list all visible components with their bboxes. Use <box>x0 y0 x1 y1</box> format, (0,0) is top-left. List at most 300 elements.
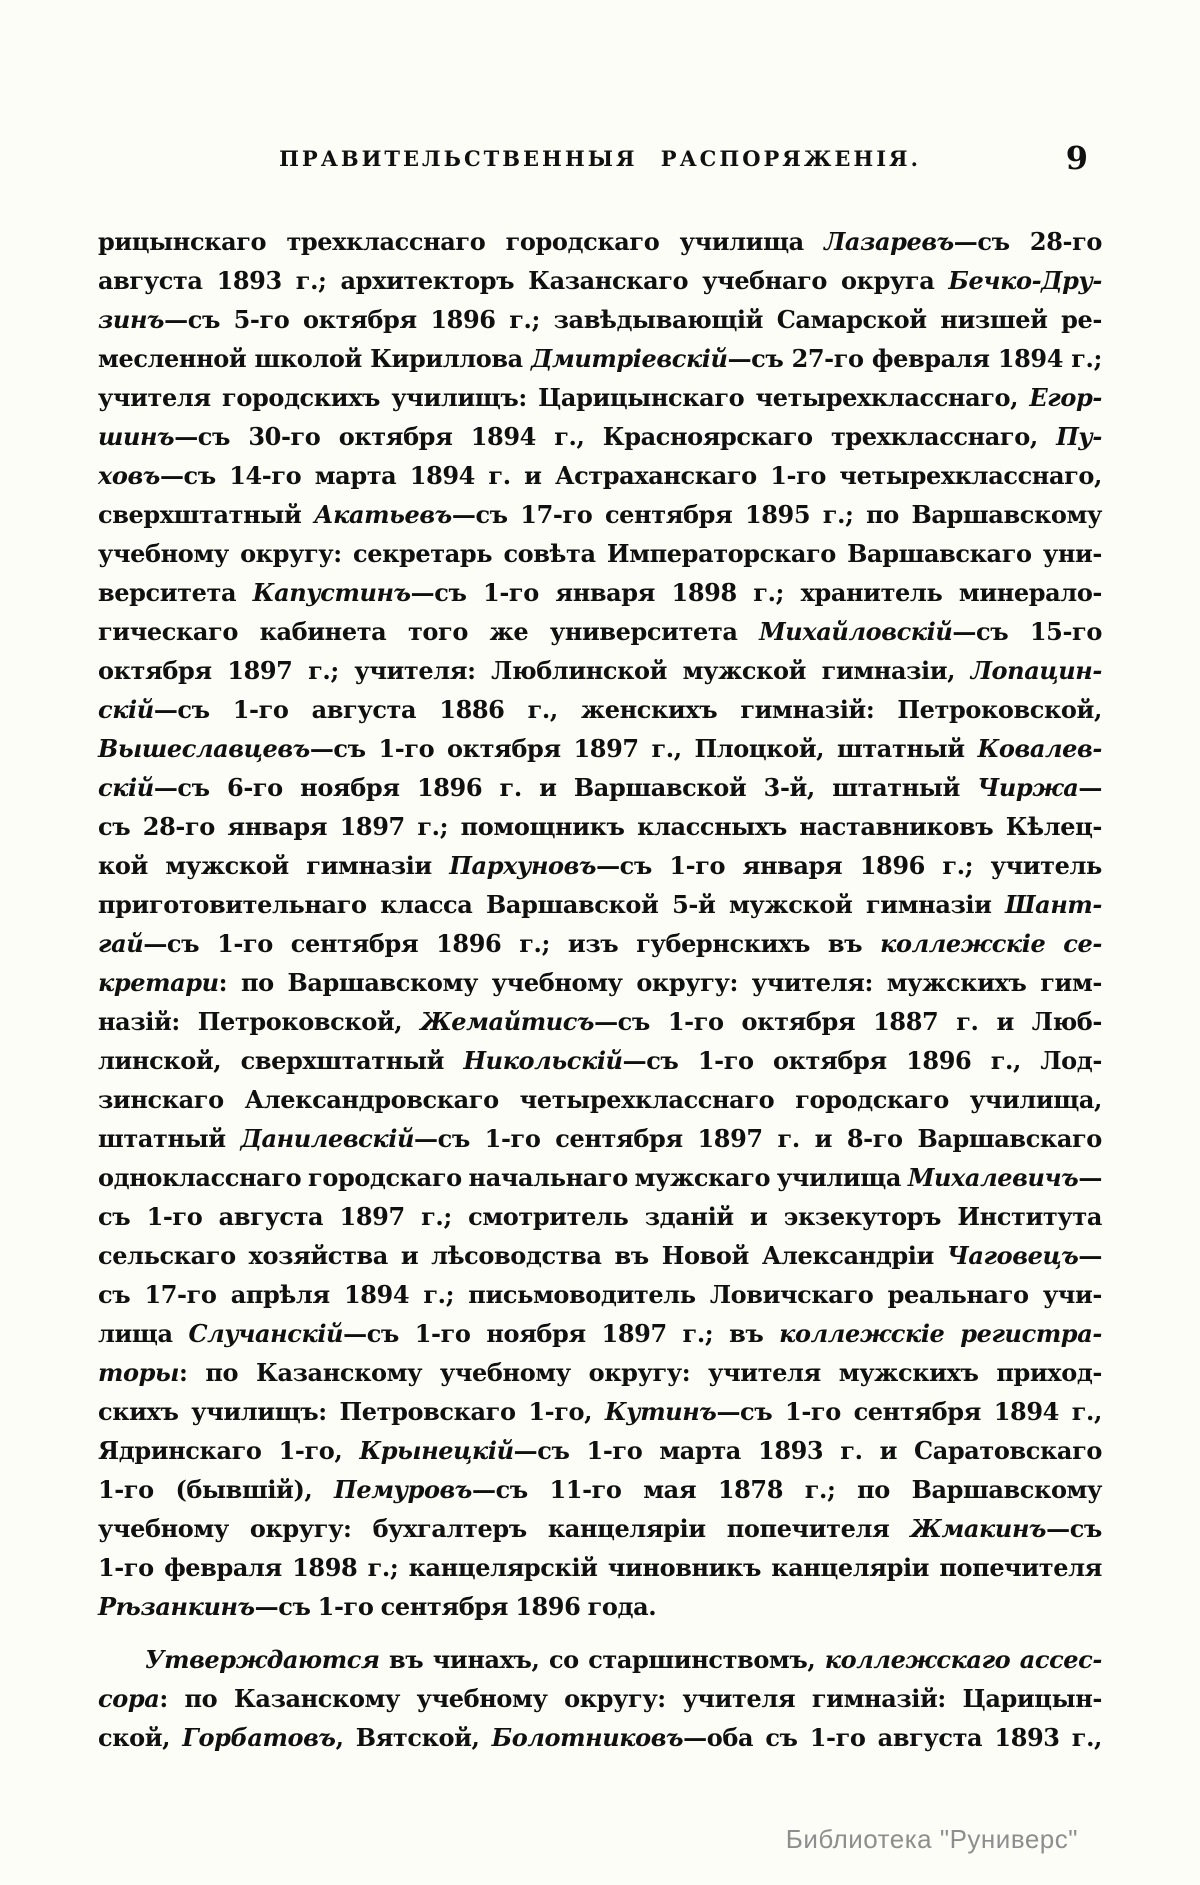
body-text: лища <box>98 1319 173 1348</box>
body-text: года. <box>587 1592 657 1621</box>
word <box>98 261 203 300</box>
word <box>729 885 852 924</box>
body-text: г.; <box>804 1475 836 1504</box>
body-text: начальнаго <box>468 1163 628 1192</box>
body-text: 1-го <box>809 1723 866 1752</box>
word <box>880 924 1045 963</box>
body-text: приход- <box>996 1358 1102 1387</box>
word <box>98 651 212 690</box>
word <box>98 690 210 729</box>
word <box>145 1640 380 1679</box>
word <box>249 1236 388 1275</box>
word <box>637 807 787 846</box>
body-text: г.; <box>753 578 785 607</box>
word <box>292 1548 357 1587</box>
word <box>832 768 960 807</box>
body-text: 1-го <box>317 1592 374 1621</box>
body-text: 27-го <box>791 344 864 373</box>
text-line <box>98 1548 1102 1587</box>
italic-name-text: ховъ <box>98 461 160 490</box>
body-text: Кириллова <box>370 344 523 373</box>
word <box>574 768 746 807</box>
body-text: —съ <box>622 1046 679 1075</box>
body-text: попечителя <box>939 1553 1102 1582</box>
word <box>605 495 732 534</box>
body-text: Люб- <box>1031 1007 1102 1036</box>
italic-name-text: Крынецкій <box>359 1436 514 1465</box>
word <box>771 1548 929 1587</box>
text-line <box>98 807 1102 846</box>
body-text: 8-го <box>846 1124 903 1153</box>
word <box>98 222 266 261</box>
italic-name-text: Данилевскій <box>240 1124 415 1153</box>
body-text: наставниковъ <box>799 812 994 841</box>
word <box>1043 534 1102 573</box>
text-line <box>98 1431 1102 1470</box>
body-text: округу: <box>636 968 738 997</box>
body-text: секретарь <box>352 539 493 568</box>
word <box>773 1041 887 1080</box>
body-text: г.; <box>1071 344 1102 373</box>
word <box>308 651 339 690</box>
word <box>468 1275 695 1314</box>
body-text: г. <box>840 1436 863 1465</box>
word <box>98 885 367 924</box>
word <box>878 1718 983 1757</box>
body-text: мужской <box>165 851 289 880</box>
italic-name-text: Михалевичъ <box>907 1163 1079 1192</box>
word <box>509 300 540 339</box>
body-text: Института <box>957 1202 1102 1231</box>
body-text: городскаго <box>308 1163 462 1192</box>
word <box>659 1431 741 1470</box>
body-text: Варшавскаго <box>847 539 1032 568</box>
body-text: сентября <box>555 1124 683 1153</box>
body-text: въ <box>389 1645 424 1674</box>
body-text: совѣта <box>503 539 596 568</box>
word <box>217 261 282 300</box>
text-line <box>98 1718 1102 1757</box>
word <box>356 1718 480 1757</box>
word <box>605 1392 772 1431</box>
word <box>784 1197 941 1236</box>
word <box>908 1158 1102 1197</box>
word <box>420 1002 650 1041</box>
word <box>574 729 639 768</box>
body-text: 1894 <box>993 1397 1059 1426</box>
word <box>615 1236 649 1275</box>
word <box>488 456 510 495</box>
body-text: по <box>857 1475 890 1504</box>
word <box>344 1275 409 1314</box>
word <box>1056 417 1102 456</box>
italic-name-text: Лазаревъ <box>824 227 954 256</box>
text-line <box>98 924 1102 963</box>
page-number: 9 <box>1065 139 1088 177</box>
body-text: Новой <box>661 1241 749 1270</box>
word <box>636 963 738 1002</box>
word <box>417 807 448 846</box>
word <box>602 1314 667 1353</box>
body-text: чинахъ, <box>432 1645 540 1674</box>
body-text: —съ <box>1046 1514 1102 1543</box>
body-text: округу: <box>564 1684 666 1713</box>
word <box>492 1718 753 1757</box>
body-text: г.; <box>417 812 449 841</box>
text-line <box>98 1158 1102 1197</box>
word <box>587 1431 643 1470</box>
word <box>702 261 827 300</box>
body-text: —оба <box>683 1723 754 1752</box>
word <box>98 1431 262 1470</box>
body-text: ноября <box>300 773 400 802</box>
body-text: 1-го <box>697 1046 754 1075</box>
word <box>683 1314 714 1353</box>
word <box>401 1236 418 1275</box>
body-text: октября <box>773 1046 887 1075</box>
body-text: 1897 <box>601 1319 667 1348</box>
word <box>960 1314 1102 1353</box>
word <box>991 846 1102 885</box>
body-text: Кѣлец- <box>1005 812 1102 841</box>
word <box>1040 963 1102 1002</box>
body-text: 1-го <box>98 1475 154 1504</box>
body-text: чиновникъ <box>607 1553 761 1582</box>
body-text: —съ <box>410 578 467 607</box>
word <box>1006 807 1102 846</box>
word <box>233 690 289 729</box>
body-text: въ <box>614 1241 649 1270</box>
body-text: января <box>742 851 843 880</box>
word <box>824 222 1010 261</box>
word <box>548 1509 706 1548</box>
word <box>408 612 468 651</box>
body-text: 1897 <box>339 812 405 841</box>
word <box>229 456 301 495</box>
word <box>1072 1718 1102 1757</box>
body-text: учитель <box>990 851 1102 880</box>
text-line <box>98 573 1102 612</box>
italic-name-text: торы <box>98 1358 180 1387</box>
word <box>683 651 806 690</box>
body-text: г.; <box>519 929 550 958</box>
body-text: —съ <box>164 305 220 334</box>
body-text: съ <box>98 812 131 841</box>
italic-name-text: Болотниковъ <box>491 1723 684 1752</box>
body-text: г.; <box>295 266 327 295</box>
text-line <box>98 534 1102 573</box>
body-text: 5-й <box>672 890 716 919</box>
word <box>227 807 327 846</box>
word <box>491 651 667 690</box>
body-text: г.; <box>942 851 974 880</box>
word <box>970 1080 1102 1119</box>
body-text: мужской <box>728 890 853 919</box>
word <box>839 1353 979 1392</box>
body-text: канцеляріи <box>547 1514 706 1543</box>
word <box>248 417 320 456</box>
body-text: Казанскому <box>256 1358 423 1387</box>
word <box>777 1158 901 1197</box>
word <box>831 417 1038 456</box>
body-text: 1896 <box>436 929 502 958</box>
body-text: 1-го <box>414 1319 471 1348</box>
word <box>98 1236 236 1275</box>
text-line <box>98 1119 1102 1158</box>
word <box>260 612 387 651</box>
word <box>645 1197 734 1236</box>
body-text: 1-го, <box>528 1397 593 1426</box>
italic-name-text: коллежскаго <box>824 1645 1011 1674</box>
body-text: Ядринскаго <box>98 1436 262 1465</box>
body-text: въ <box>827 929 863 958</box>
word <box>447 729 561 768</box>
document-body <box>98 222 1102 1757</box>
text-line <box>98 1353 1102 1392</box>
body-text: скихъ <box>98 1397 179 1426</box>
word <box>959 573 1102 612</box>
body-text: канцеляріи <box>771 1553 930 1582</box>
body-text: февраля <box>871 344 990 373</box>
body-text: —съ <box>716 1397 773 1426</box>
text-line <box>98 261 1102 300</box>
body-text: 17-го <box>144 1280 217 1309</box>
body-text: Петроковской, <box>197 1007 403 1036</box>
body-text: ноября <box>486 1319 586 1348</box>
body-text: округу: <box>249 1514 352 1543</box>
body-text: 1-го <box>586 1436 643 1465</box>
word <box>354 651 475 690</box>
italic-name-text: Чаговецъ <box>946 1241 1079 1270</box>
word <box>308 1158 462 1197</box>
word <box>340 807 405 846</box>
word <box>98 1197 130 1236</box>
running-header: ПРАВИТЕЛЬСТВЕННЫЯ РАСПОРЯЖЕНІЯ. <box>279 146 921 171</box>
body-text: штатный <box>832 773 960 802</box>
body-text: : <box>218 968 228 997</box>
body-text: учителя <box>98 383 211 412</box>
word <box>188 1314 398 1353</box>
body-text: письмоводитель <box>468 1280 696 1309</box>
word <box>828 924 862 963</box>
body-text: : <box>159 1684 168 1713</box>
word <box>635 1158 770 1197</box>
body-text: октября <box>98 656 212 685</box>
word <box>857 1470 890 1509</box>
word <box>880 1431 897 1470</box>
word <box>98 1718 170 1757</box>
word <box>764 768 815 807</box>
body-text: попечителя <box>726 1514 890 1543</box>
text-line <box>98 963 1102 1002</box>
italic-name-text: Пу- <box>1056 422 1102 451</box>
word <box>98 339 246 378</box>
word <box>531 339 783 378</box>
body-text: гимназіи <box>306 851 432 880</box>
word <box>942 846 973 885</box>
body-text: канцелярскій <box>408 1553 598 1582</box>
word <box>998 339 1063 378</box>
word <box>334 1470 528 1509</box>
word <box>341 261 515 300</box>
word <box>682 1679 795 1718</box>
word <box>339 417 453 456</box>
word <box>182 1718 343 1757</box>
word <box>991 1041 1021 1080</box>
body-text: 28-го <box>1029 227 1102 256</box>
body-text: г.; <box>682 1319 714 1348</box>
word <box>143 807 215 846</box>
word <box>340 1197 405 1236</box>
word <box>977 729 1102 768</box>
text-line <box>98 885 1102 924</box>
word <box>554 300 763 339</box>
body-text: Казанскаго <box>528 266 689 295</box>
body-text: Варшавской <box>573 773 747 802</box>
word <box>708 1353 821 1392</box>
body-text: учителя <box>708 1358 821 1387</box>
body-text: верситета <box>98 578 237 607</box>
text-line <box>98 1679 1102 1718</box>
word <box>306 846 432 885</box>
word <box>815 1119 832 1158</box>
body-text: училища, <box>969 1085 1102 1114</box>
word <box>314 495 508 534</box>
body-text: назій: <box>98 1007 180 1036</box>
italic-name-text: Дмитріевскій <box>531 344 728 373</box>
body-text: ской, <box>98 1723 171 1752</box>
body-text: 14-го <box>229 461 302 490</box>
body-text: и <box>539 773 557 802</box>
word <box>662 1236 749 1275</box>
body-text: месленной <box>98 344 247 373</box>
word <box>528 1392 592 1431</box>
word <box>1071 339 1102 378</box>
body-text: съ <box>98 1280 131 1309</box>
word <box>485 1119 541 1158</box>
word <box>1043 1275 1102 1314</box>
word <box>710 1275 874 1314</box>
body-text: августа <box>218 1202 324 1231</box>
body-text: 1893 <box>216 266 282 295</box>
body-text: января <box>555 578 655 607</box>
word <box>253 573 467 612</box>
body-text: г., <box>1071 1397 1102 1426</box>
word <box>801 573 943 612</box>
word <box>727 1509 890 1548</box>
word <box>291 924 418 963</box>
body-text: 1897 <box>573 734 639 763</box>
italic-name-text: Пемуровъ <box>334 1475 472 1504</box>
body-text: рицынскаго <box>98 227 267 256</box>
italic-name-text: скій <box>98 773 154 802</box>
body-text: Варшавскому <box>911 500 1102 529</box>
word <box>695 729 825 768</box>
body-text: 1-го, <box>278 1436 343 1465</box>
word <box>461 807 625 846</box>
word <box>98 963 227 1002</box>
word <box>607 534 836 573</box>
word <box>98 1041 221 1080</box>
italic-name-text: се- <box>1063 929 1102 958</box>
word <box>765 1718 797 1757</box>
word <box>222 378 380 417</box>
word <box>98 495 301 534</box>
word <box>98 729 366 768</box>
body-text: г. <box>956 1007 979 1036</box>
word <box>439 690 504 729</box>
body-text: апрѣля <box>230 1280 330 1309</box>
word <box>888 1275 1029 1314</box>
word <box>939 1548 1102 1587</box>
body-text: 1-го <box>217 929 273 958</box>
body-text: Варшавской <box>486 890 659 919</box>
body-text: же <box>489 617 529 646</box>
body-text: 1-го <box>146 1202 203 1231</box>
text-line <box>98 1587 1102 1626</box>
text-line <box>98 456 1102 495</box>
word <box>554 417 584 456</box>
word <box>847 534 1031 573</box>
italic-name-text: гай <box>98 929 144 958</box>
word <box>368 1548 399 1587</box>
word <box>164 1548 282 1587</box>
word <box>381 1587 508 1626</box>
word <box>860 846 925 885</box>
text-line <box>98 339 1102 378</box>
word <box>98 300 220 339</box>
body-text: 1897 <box>697 1124 763 1153</box>
body-text: мужскаго <box>634 1163 771 1192</box>
word <box>697 1119 762 1158</box>
word <box>549 1470 621 1509</box>
text-line <box>98 417 1102 456</box>
word <box>539 768 556 807</box>
word <box>1032 1002 1102 1041</box>
body-text: 1896 <box>859 851 925 880</box>
body-text: г., <box>1071 1723 1102 1752</box>
body-text: училища <box>776 1163 902 1192</box>
body-text: —съ <box>952 617 1009 646</box>
body-text: округу: <box>588 1358 691 1387</box>
body-text: Вятской, <box>355 1723 480 1752</box>
word <box>296 261 327 300</box>
italic-name-text: Утверждаются <box>145 1645 380 1674</box>
body-text: сверхштатный <box>98 500 302 529</box>
word <box>872 339 990 378</box>
body-text: 1894 <box>343 1280 410 1309</box>
word <box>241 1041 444 1080</box>
body-text: и <box>814 1124 833 1153</box>
text-line <box>98 495 1102 534</box>
body-text: учи- <box>1042 1280 1102 1309</box>
word <box>98 1353 187 1392</box>
word <box>841 261 934 300</box>
body-text: сентября <box>604 500 733 529</box>
body-text: 28-го <box>142 812 215 841</box>
body-text: февраля <box>164 1553 282 1582</box>
body-text: 1-го <box>483 578 539 607</box>
word <box>912 495 1102 534</box>
body-text: 1-го <box>98 1553 154 1582</box>
body-text: 3-й, <box>763 773 815 802</box>
body-text: учебному <box>98 1514 229 1543</box>
body-text: сверхштатный <box>240 1046 444 1075</box>
word <box>524 456 541 495</box>
body-text: зданій <box>644 1202 734 1231</box>
body-text: кабинета <box>259 617 387 646</box>
text-line <box>98 846 1102 885</box>
